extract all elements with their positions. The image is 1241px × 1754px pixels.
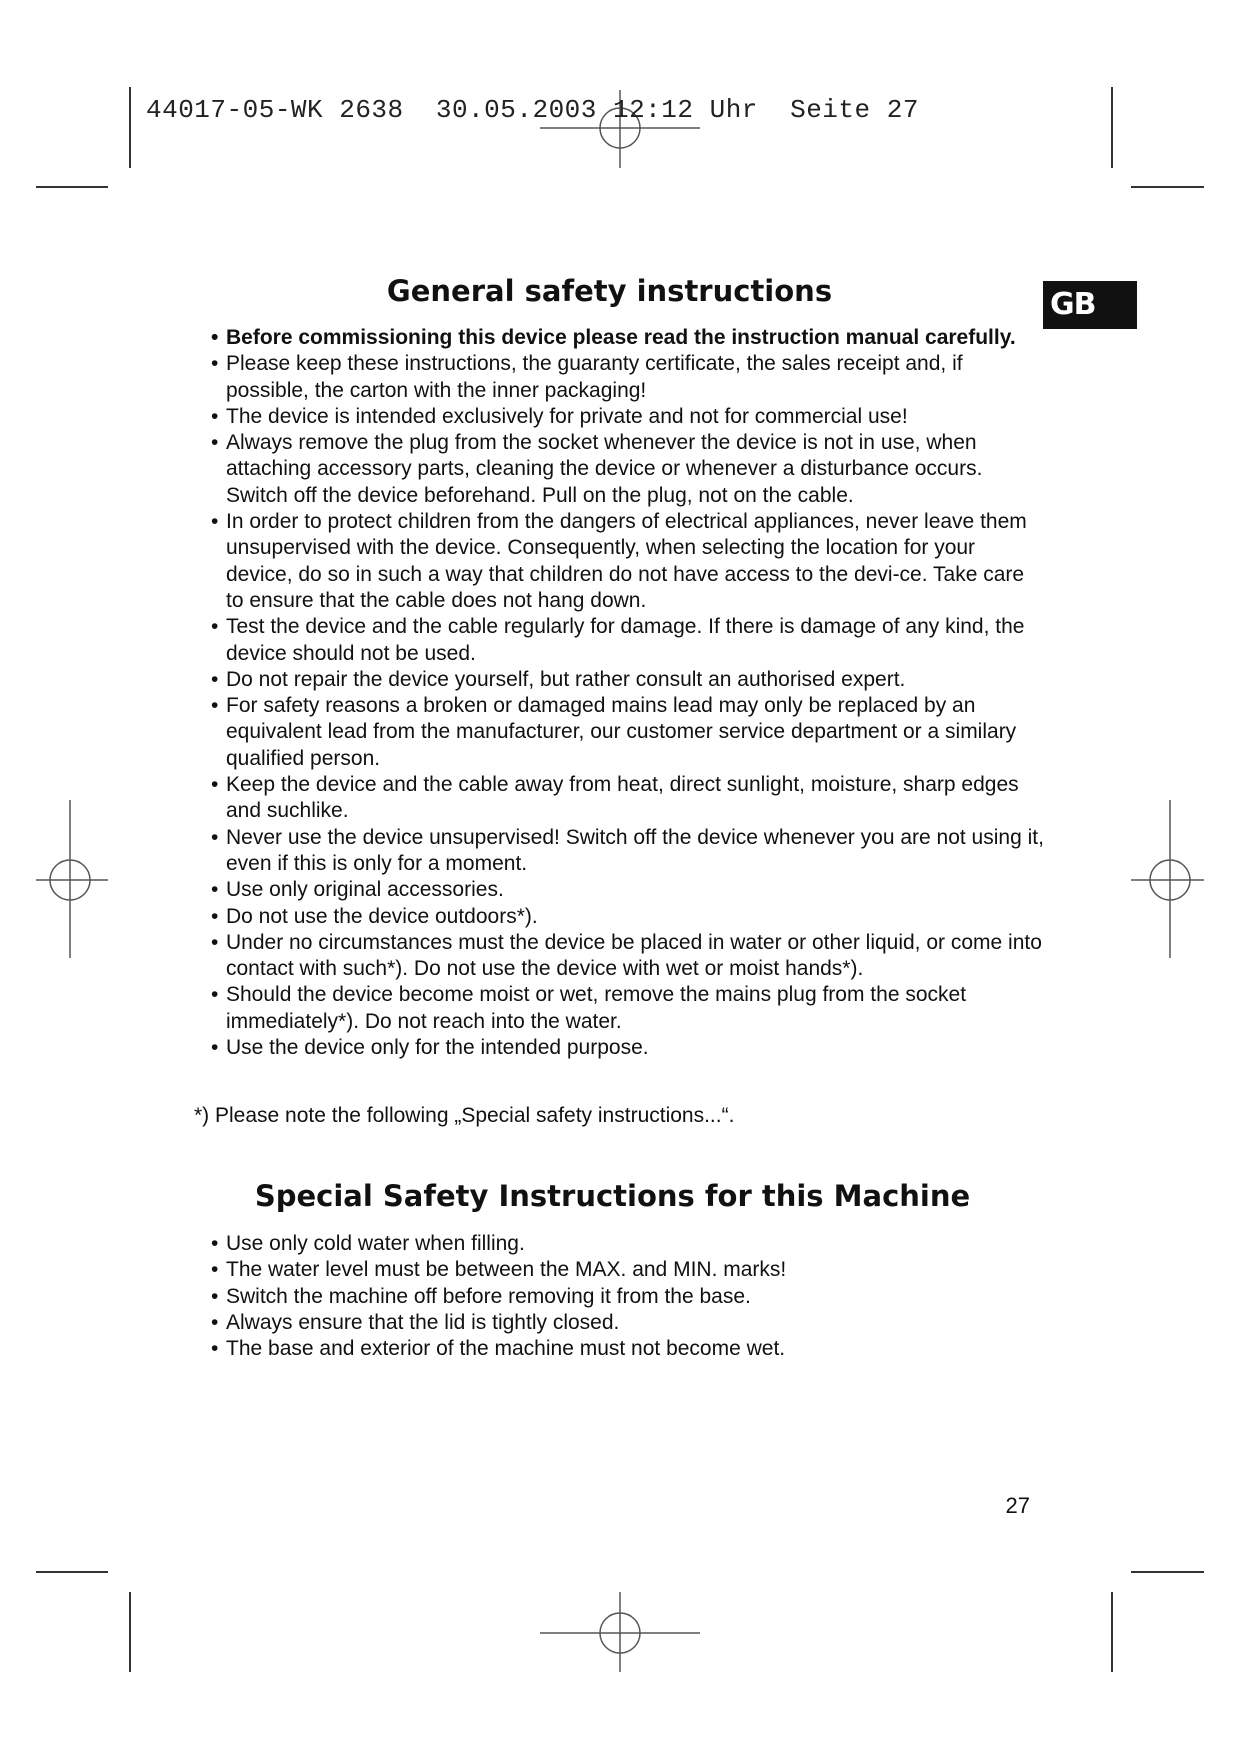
section-title-general-safety: General safety instructions <box>386 274 833 308</box>
list-item: • Keep the device and the cable away from heat, direct sunlight, moisture, sharp edges and suchlike. <box>194 772 1044 825</box>
section-title-special-safety: Special Safety Instructions for this Machine <box>254 1179 971 1213</box>
list-item: • Never use the device unsupervised! Switch off the device whenever you are not using it, even if this is only for a moment. <box>194 825 1044 878</box>
list-item: • Always remove the plug from the socket whenever the device is not in use, when attaching accessory parts, cleaning the device or whenever a disturbance occurs. Switch off the device beforehand. Pull on the plug, not on the cable. <box>194 430 1044 509</box>
footnote: *) Please note the following „Special safety instructions...“. <box>194 1104 735 1127</box>
list-item: • Always ensure that the lid is tightly closed. <box>194 1310 1044 1336</box>
list-item: • The device is intended exclusively for private and not for commercial use! <box>194 404 1044 430</box>
list-item: • Use only cold water when filling. <box>194 1231 1044 1257</box>
general-safety-list <box>194 325 1044 1061</box>
list-item: • Under no circumstances must the device be placed in water or other liquid, or come into contact with such*). Do not use the device with wet or moist hands*). <box>194 930 1044 983</box>
list-item: • Should the device become moist or wet, remove the mains plug from the socket immediately*). Do not reach into the water. <box>194 982 1044 1035</box>
list-item: • Use only original accessories. <box>194 877 1044 903</box>
list-item: • Do not use the device outdoors*). <box>194 904 1044 930</box>
list-item: • Please keep these instructions, the guaranty certificate, the sales receipt and, if possible, the carton with the inner packaging! <box>194 351 1044 404</box>
list-item: • Switch the machine off before removing it from the base. <box>194 1284 1044 1310</box>
print-slug-header: 44017-05-WK 2638 30.05.2003 12:12 Uhr Seite 27 <box>146 95 919 125</box>
list-item: • Test the device and the cable regularly for damage. If there is damage of any kind, the device should not be used. <box>194 614 1044 667</box>
list-item: • Use the device only for the intended purpose. <box>194 1035 1044 1061</box>
list-item: • Before commissioning this device please read the instruction manual carefully. <box>194 325 1044 351</box>
list-item: • In order to protect children from the dangers of electrical appliances, never leave them unsupervised with the device. Consequently, when selecting the location for your device, do so in such a way that children do not have access to the devi-ce. Take care to ensure that the cable does not hang down. <box>194 509 1044 614</box>
list-item: • For safety reasons a broken or damaged mains lead may only be replaced by an equivalent lead from the manufacturer, our customer service department or a similary qualified person. <box>194 693 1044 772</box>
list-item: • Do not repair the device yourself, but rather consult an authorised expert. <box>194 667 1044 693</box>
language-badge: GB <box>1043 281 1137 329</box>
list-item: • The base and exterior of the machine must not become wet. <box>194 1336 1044 1362</box>
list-item: • The water level must be between the MAX. and MIN. marks! <box>194 1257 1044 1283</box>
special-safety-list <box>194 1231 1044 1362</box>
page-number: 27 <box>1005 1493 1030 1518</box>
